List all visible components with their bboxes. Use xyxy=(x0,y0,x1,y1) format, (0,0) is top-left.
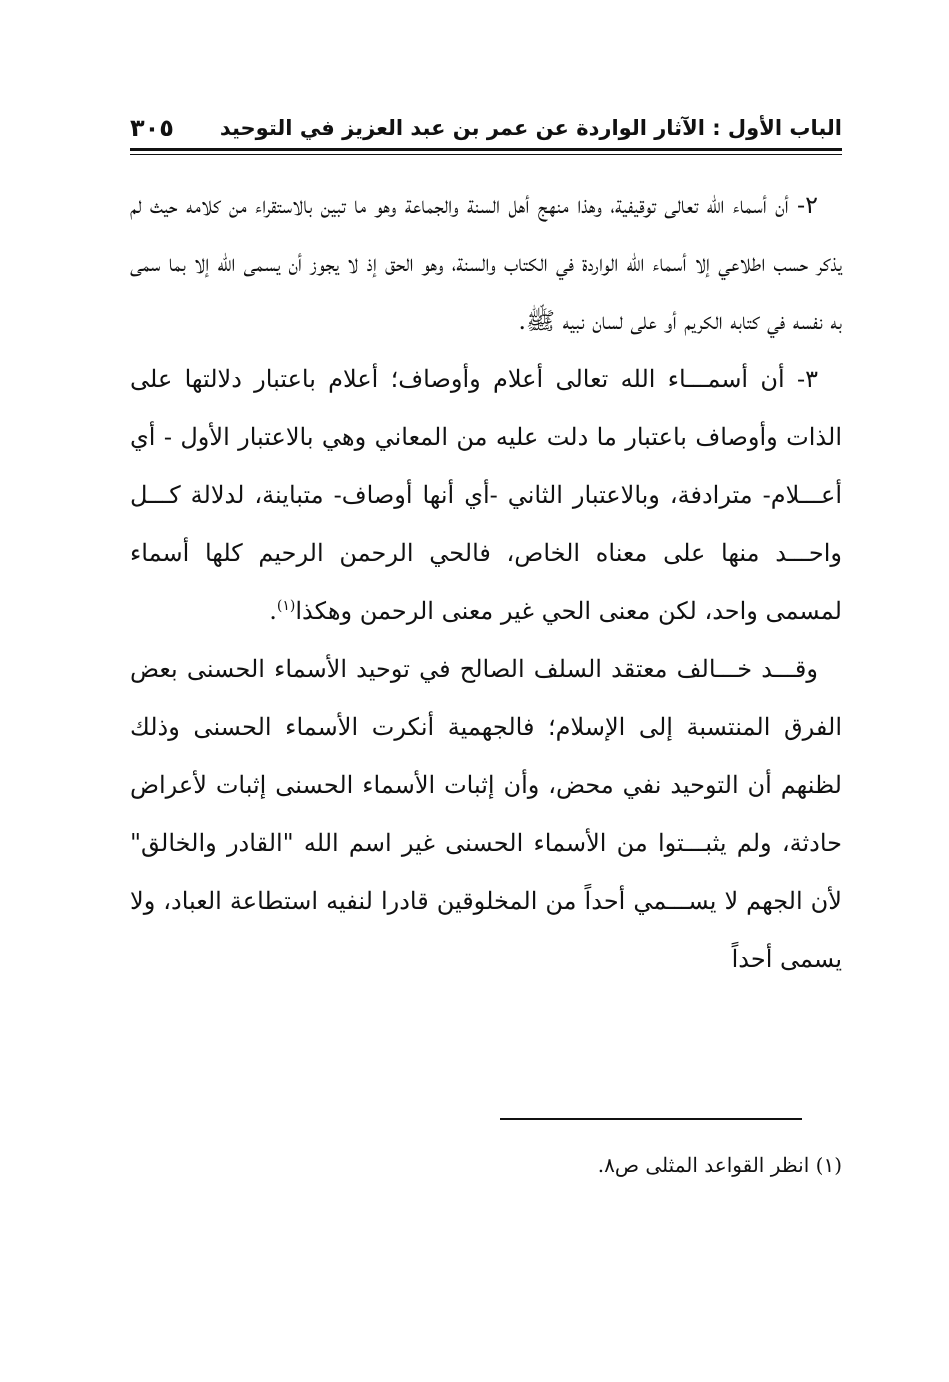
paragraph-end: . xyxy=(269,597,277,625)
paragraph-point-3 xyxy=(130,350,842,640)
running-header xyxy=(130,112,842,152)
footnote xyxy=(400,1150,842,1180)
paragraph-point-2 xyxy=(130,176,842,350)
header-title: الباب الأول : الآثار الواردة عن عمر بن عبد العزيز في التوحيد xyxy=(219,116,842,140)
paragraph-text: وقـــد خـــالف معتقد السلف الصالح في توحيد الأسماء الحسنى بعض الفرق المنتسبة إلى الإسلام؛ فالجهمية أنكرت الأسماء الحسنى وذلك لظنهم أن التوحيد نفي محض، وأن إثبات الأسماء الحسنى إثبات لأعراض حادثة، ولم يثبـــتوا من الأسماء الحسنى غير اسم الله "القادر والخالق" لأن الجهم لا يســـمي أحداً من المخلوقين قادرا لنفيه استطاعة العباد، ولا يسمى أحداً xyxy=(130,655,842,973)
footnote-separator xyxy=(500,1118,802,1120)
footnote-reference: (١) xyxy=(276,598,296,614)
paragraph-text: ٢- أن أسماء الله تعالى توقيفية، وهذا منهج أهل السنة والجماعة وهو ما تبين بالاستقراء من كلامه حيث لم يذكر حسب اطلاعي إلا أسماء الله الواردة في الكتاب والسنة، وهو الحق إذ لا يجوز أن يسمى الله إلا بما سمى به نفسه في كتابه الكريم أو على لسان نبيه ﷺ. xyxy=(130,191,843,335)
header-rule-thin xyxy=(130,154,842,155)
footnote-text: (١) انظر القواعد المثلى ص٨. xyxy=(597,1153,842,1177)
page-number: ٣٠٥ xyxy=(130,114,174,142)
paragraph-jahmiyya xyxy=(130,640,842,988)
paragraph-text: ٣- أن أسمـــاء الله تعالى أعلام وأوصاف؛ أعلام باعتبار دلالتها على الذات وأوصاف باعتبار ما دلت عليه من المعاني وهي بالاعتبار الأول - أي أعـــلام- مترادفة، وبالاعتبار الثاني -أي أنها أوصاف- متباينة، لدلالة كـــل واحـــد منها على معناه الخاص، فالحي الرحمن الرحيم كلها أسماء لمسمى واحد، لكن معنى الحي غير معنى الرحمن وهكذا xyxy=(130,365,842,625)
body-text xyxy=(130,176,842,988)
header-rule xyxy=(130,148,842,151)
